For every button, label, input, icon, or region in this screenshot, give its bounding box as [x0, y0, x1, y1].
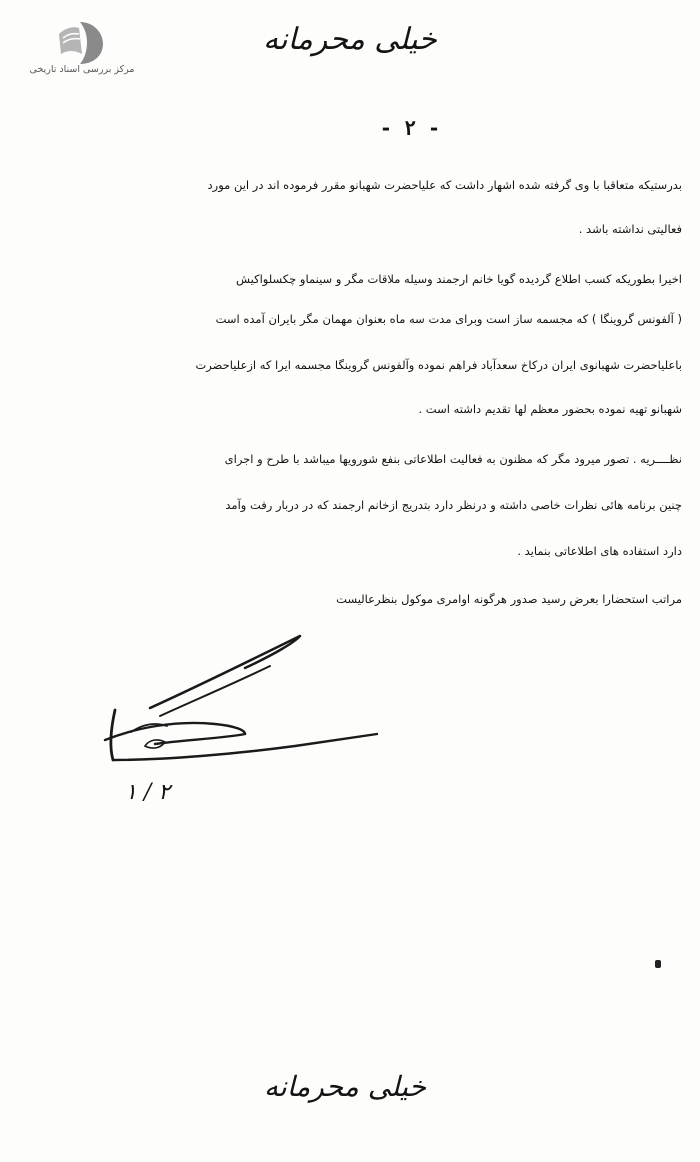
- archive-logo: [22, 20, 142, 82]
- paragraph-2: [20, 270, 682, 420]
- paragraph-1-line: بدرستیکه متعاقبا با وی گرفته شده اشهار داشت که علیاحضرت شهبانو مقرر فرموده اند در این مورد: [207, 178, 682, 192]
- classification-footer: خیلی محرمانه: [263, 1070, 427, 1103]
- closing-line-block: [20, 590, 682, 610]
- paragraph-2-line: اخیرا بطوریکه کسب اطلاع گردیده گویا خانم ارجمند وسیله ملاقات مگر و سینماو چکسلواکیش: [235, 272, 682, 286]
- paragraph-3-line: دارد استفاده های اطلاعاتی بنماید .: [517, 544, 682, 558]
- document-archive-logo-icon: [55, 20, 105, 66]
- paragraph-2-line: ( آلفونس گروینگا ) که مجسمه ساز است وبرای مدت سه ماه بعنوان مهمان مگر بایران آمده است: [215, 312, 682, 326]
- paragraph-3: [20, 450, 682, 560]
- paragraph-3-line: نظــــریه . تصور میرود مگر که مظنون به فعالیت اطلاعاتی بنفع شورویها میباشد با طرح و اجرای: [224, 452, 682, 466]
- paragraph-3-line: چنین برنامه هائی نظرات خاصی داشته و درنظر دارد بتدریج ازخانم ارجمند که در دربار رفت وآمد: [225, 498, 682, 512]
- signature-date: ۲ / ۱: [125, 780, 171, 805]
- page-number: - ۲ -: [379, 116, 441, 140]
- paragraph-1: [20, 176, 682, 236]
- paragraph-1-line: فعالیتی نداشته باشد .: [578, 222, 682, 236]
- ink-speck: [655, 960, 661, 968]
- logo-caption: مرکز بررسی اسناد تاریخی: [29, 64, 135, 75]
- paragraph-2-line: باعلیاحضرت شهبانوی ایران درکاخ سعدآباد فراهم نموده وآلفونس گروینگا مجسمه ایرا که ازعلیاحضرت: [195, 358, 682, 372]
- paragraph-2-line: شهبانو تهیه نموده بحضور معظم لها تقدیم داشته است .: [418, 402, 682, 416]
- classification-header: خیلی محرمانه: [263, 22, 437, 57]
- closing-line: مراتب استحضارا بعرض رسید صدور هرگونه اوامری موکول بنظرعالیست: [336, 592, 682, 606]
